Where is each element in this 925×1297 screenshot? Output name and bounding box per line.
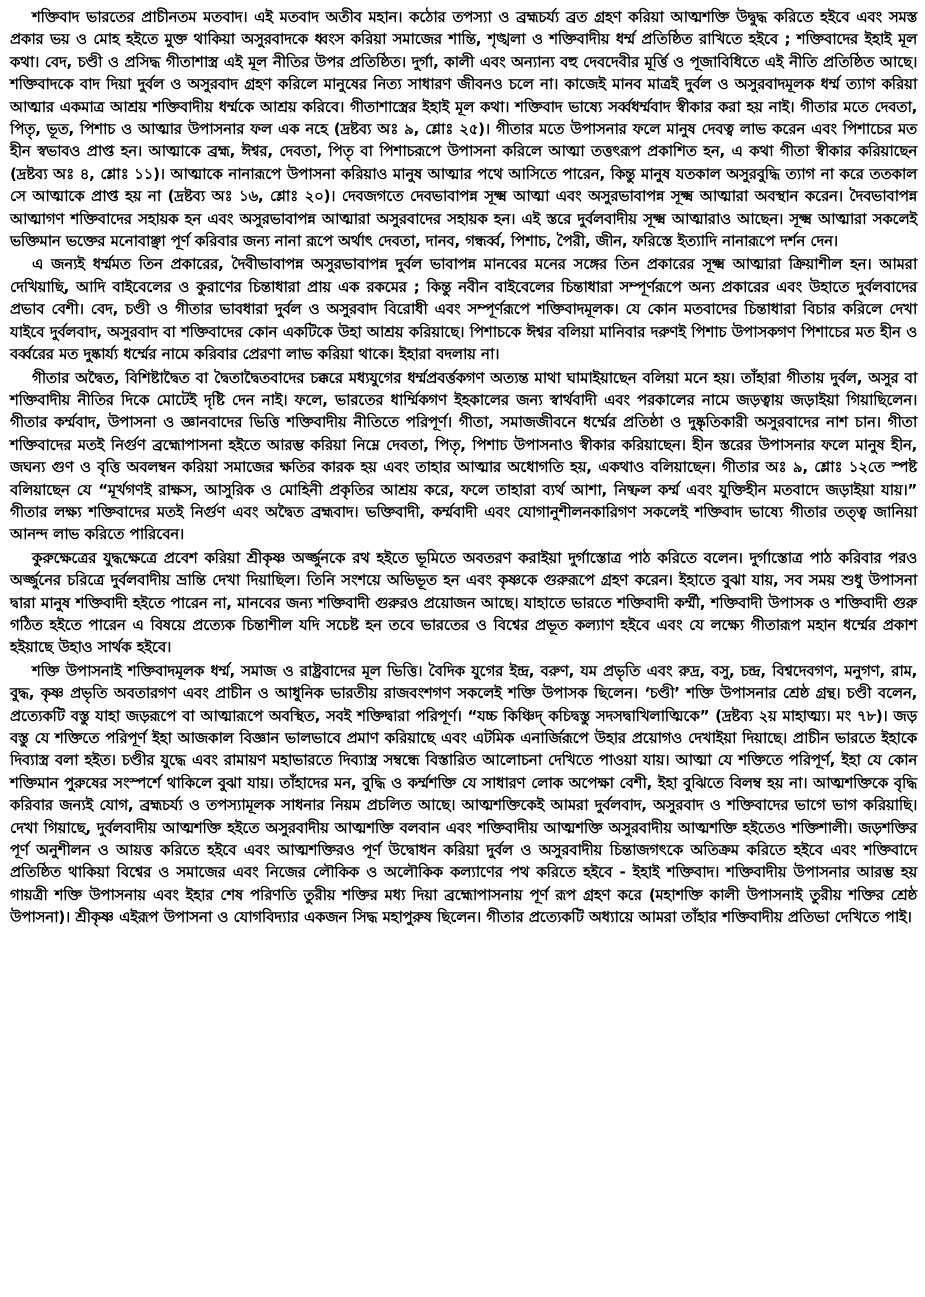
paragraph-1: শক্তিবাদ ভারতের প্রাচীনতম মতবাদ। এই মতবাদ অতীব মহান। কঠোর তপস্যা ও ব্রহ্মচর্য্য ব্রত গ্রহণ করিয়া আত্মশক্তি উদ্বুদ্ধ করিতে হইবে এবং সমস্ত প্রকার ভয় ও মোহ হইতে মুক্ত থাকিয়া অসুরবাদকে ধ্বংস করিয়া সমাজের শান্তি, শৃঙ্খলা ও শক্তিবাদীয় ধর্ম্ম প্রতিষ্ঠিত রাখিতে হইবে ; শক্তিবাদের ইহাই মূল কথা। বেদ, চণ্ডী ও প্রসিদ্ধ গীতাশাস্ত্র এই মূল নীতির উপর প্রতিষ্ঠিত। দুর্গা, কালী এবং অন্যান্য বহু দেবদেবীর মূর্ত্তি ও পূজাবিধিতে এই নীতি প্রতিষ্ঠিত আছে। শক্তিবাদকে বাদ দিয়া দুর্বল ও অসুরবাদ গ্রহণ করিলে মানুষের নিত্য সাধারণ জীবনও চলে না। কাজেই মানব মাত্রই দুর্বল ও অসুরবাদমূলক ধর্ম্ম ত্যাগ করিয়া আত্মার একমাত্র আশ্রয় শক্তিবাদীয় ধর্ম্মকে আশ্রয় করিবে। গীতাশাস্ত্রের ইহাই মূল কথা। শক্তিবাদ ভাষ্যে সর্ব্বধর্ম্মবাদ স্বীকার করা হয় নাই। গীতার মতে দেবতা, পিতৃ, ভূত, পিশাচ ও আত্মার উপাসনার ফল এক নহে (দ্রষ্টব্য অঃ ৯, শ্লোঃ ২৫)। গীতার মতে উপাসনার ফলে মানুষ দেবত্ব লাভ করেন এবং পিশাচের মত হীন স্বভাবও প্রাপ্ত হন। আত্মাকে ব্রহ্ম, ঈশ্বর, দেবতা, পিতৃ বা পিশাচরূপে উপাসনা করিলে আত্মা তত্তৎরূপ প্রকাশিত হন, এ কথা গীতা স্বীকার করিয়াছেন (দ্রষ্টব্য অঃ ৪, শ্লোঃ ১১)। আত্মাকে নানারূপে উপাসনা করিয়াও মানুষ আত্মার পথে আসিতে পারেন, কিন্তু মানুষ যতকাল অসুরবুদ্ধি ত্যাগ না করে ততকাল সে আত্মাকে প্রাপ্ত হয় না (দ্রষ্টব্য অঃ ১৬, শ্লোঃ ২০)। দেবজগতে দেবভাবাপন্ন সূক্ষ্ম আত্মা এবং অসুরভাবাপন্ন সূক্ষ্ম আত্মারা অবস্থান করেন। দৈবভাবাপন্ন আত্মাগণ শক্তিবাদের সহায়ক হন এবং অসুরভাবাপন্ন আত্মারা অসুরবাদের সহায়ক হন। এই স্তরে দুর্বলবাদীয় সূক্ষ্ম আত্মারাও আছেন। সূক্ষ্ম আত্মারা সকলেই ভক্তিমান ভক্তের মনোবাঞ্ছা পূর্ণ করিবার জন্য নানা রূপে অর্থাৎ দেবতা, দানব, গন্ধর্ব্ব, পিশাচ, পৈরী, জীন, ফরিস্তে ইত্যাদি নানারূপে দর্শন দেন।: [10, 8, 917, 251]
paragraph-2: এ জন্যই ধর্ম্মমত তিন প্রকারের, দৈবীভাবাপন্ন অসুরভাবাপন্ন দুর্বল ভাবাপন্ন মানবের মনের সঙ্গের তিন প্রকারের সূক্ষ্ম আত্মারা ক্রিয়াশীল হন। আমরা দেখিয়াছি, আদি বাইবেলের ও কুরাণের চিন্তাধারা প্রায় এক রকমের ; কিন্তু নবীন বাইবেলের চিন্তাধারা সম্পূর্ণরূপে অন্য প্রকারের এবং উহাতে দুর্বলবাদের প্রভাব বেশী। বেদ, চণ্ডী ও গীতার ভাবধারা দুর্বল ও অসুরবাদ বিরোধী এবং সম্পূর্ণরূপে শক্তিবাদমূলক। যে কোন মতবাদের চিন্তাধারা বিচার করিলে দেখা যাইবে দুর্বলবাদ, অসুরবাদ বা শক্তিবাদের কোন একটিকে উহা আশ্রয় করিয়াছে। পিশাচকে ঈশ্বর বলিয়া মানিবার দরুণই পিশাচ উপাসকগণ পিশাচের মত হীন ও বর্ব্বরের মত দুষ্কার্য্য ধর্ম্মের নামে করিবার প্রেরণা লাভ করিয়া থাকে। ইহারা বদলায় না।: [10, 255, 917, 364]
paragraph-5: শক্তি উপাসনাই শক্তিবাদমূলক ধর্ম্ম, সমাজ ও রাষ্ট্রবাদের মূল ভিত্তি। বৈদিক যুগের ইন্দ্র, বরুণ, যম প্রভৃতি এবং রুদ্র, বসু, চন্দ্র, বিশ্বদেবগণ, মনুগণ, রাম, বুদ্ধ, কৃষ্ণ প্রভৃতি অবতারগণ এবং প্রাচীন ও আধুনিক ভারতীয় রাজবংশগণ সকলেই শক্তি উপাসক ছিলেন। ‘চণ্ডী’ শক্তি উপাসনার শ্রেষ্ঠ গ্রন্থ। চণ্ডী বলেন, প্রত্যেকটি বস্তু যাহা জড়রূপে বা আত্মারূপে অবস্থিত, সবই শক্তিদ্বারা পরিপূর্ণ। “যচ্চ কিঞ্চিদ্ কচিদ্বস্তু সদসদ্বাখিলাত্মিকে” (দ্রষ্টব্য ২য় মাহাত্ম্য। মং ৭৮)। জড় বস্তু যে শক্তিতে পরিপূর্ণ ইহা আজকাল বিজ্ঞান ভালভাবে প্রমাণ করিয়াছে এবং এটমিক এনার্জিরূপে উহার প্রয়োগও দেখাইয়া দিয়াছে। প্রাচীন ভারতে ইহাকে দিব্যাস্ত্র বলা হইত। চণ্ডীর যুদ্ধে এবং রামায়ণ মহাভারতে দিব্যাস্ত্র সম্বন্ধে বিস্তারিত আলোচনা দেখিতে পাওয়া যায়। আত্মা যে শক্তিতে পরিপূর্ণ, ইহা যে কোন শক্তিমান পুরুষের সংস্পর্শে থাকিলে বুঝা যায়। তাঁহাদের মন, বুদ্ধি ও কর্ম্মশক্তি যে সাধারণ লোক অপেক্ষা বেশী, ইহা বুঝিতে বিলম্ব হয় না। আত্মশক্তিকে বৃদ্ধি করিবার জন্যই যোগ, ব্রহ্মচর্য্য ও তপস্যামূলক সাধনার নিয়ম প্রচলিত আছে। আত্মশক্তিকেই আমরা দুর্বলবাদ, অসুরবাদ ও শক্তিবাদের ভাগে ভাগ করিয়াছি। দেখা গিয়াছে, দুর্বলবাদীয় আত্মশক্তি হইতে অসুরবাদীয় আত্মশক্তি বলবান এবং শক্তিবাদীয় আত্মশক্তি অসুরবাদীয় আত্মশক্তি হইতেও শক্তিশালী। জড়শক্তির পূর্ণ অনুশীলন ও আয়ত্ত করিতে হইবে এবং আত্মশক্তিরও পূর্ণ উদ্বোধন করিয়া দুর্বল ও অসুরবাদীয় চিন্তাজগৎকে অতিক্রম করিতে হইবে এবং শক্তিবাদে প্রতিষ্ঠিত থাকিয়া বিশ্বের ও সমাজের এবং নিজের লৌকিক ও অলৌকিক কল্যাণের পথ করিতে হইবে - ইহাই শক্তিবাদ। শক্তিবাদীয় উপাসনার আরম্ভ হয় গায়ত্রী শক্তি উপাসনায় এবং ইহার শেষ পরিণতি তুরীয় শক্তির মধ্য দিয়া ব্রহ্মোপাসনায় পূর্ণ রূপ গ্রহণ করে (মহাশক্তি কালী উপাসনাই তুরীয় শক্তির শ্রেষ্ঠ উপাসনা)। শ্রীকৃষ্ণ এইরূপ উপাসনা ও যোগবিদ্যার একজন সিদ্ধ মহাপুরুষ ছিলেন। গীতার প্রত্যেকটি অধ্যায়ে আমরা তাঁহার শক্তিবাদীয় প্রতিভা দেখিতে পাই।: [10, 661, 917, 927]
paragraph-4: কুরুক্ষেত্রের যুদ্ধক্ষেত্রে প্রবেশ করিয়া শ্রীকৃষ্ণ অর্জ্জুনকে রথ হইতে ভূমিতে অবতরণ করাইয়া দুর্গাস্তোত্র পাঠ করিতে বলেন। দুর্গাস্তোত্র পাঠ করিবার পরও অর্জ্জুনের চরিত্রে দুর্বলবাদীয় ভ্রান্তি দেখা দিয়াছিল। তিনি সংশয়ে অভিভূত হন এবং কৃষ্ণকে গুরুরূপে গ্রহণ করেন। ইহাতে বুঝা যায়, সব সময় শুধু উপাসনা দ্বারা মানুষ শক্তিবাদী হইতে পারেন না, মানবের জন্য শক্তিবাদী গুরুরও প্রয়োজন আছে। যাহাতে ভারতে শক্তিবাদী কর্ম্মী, শক্তিবাদী উপাসক ও শক্তিবাদী গুরু গঠিত হইতে পারেন এ বিষয়ে প্রত্যেক চিন্তাশীল যদি সচেষ্ট হন তবে ভারতের ও বিশ্বের প্রভূত কল্যাণ হইবে এবং যে লক্ষ্যে গীতারূপ মহান ধর্ম্মের প্রকাশ হইয়াছে উহাও সার্থক হইবে।: [10, 548, 917, 657]
paragraph-3: গীতার অদ্বৈত, বিশিষ্টাদ্বৈত বা দ্বৈতাদ্বৈতবাদের চক্করে মধ্যযুগের ধর্ম্মপ্রবর্ত্তকগণ অত্যন্ত মাথা ঘামাইয়াছেন বলিয়া মনে হয়। তাঁহারা গীতায় দুর্বল, অসুর বা শক্তিবাদীয় নীতির দিকে মোটেই দৃষ্টি দেন নাই। ফলে, ভারতের ধার্ম্মিকগণ ইহকালের জন্য স্বার্থবাদী এবং পরকালের নামে জড়ত্বায় জড়াইয়া গিয়াছিলেন। গীতার কর্ম্মবাদ, উপাসনা ও জ্ঞানবাদের ভিত্তি শক্তিবাদীয় নীতিতে পরিপূর্ণ। গীতা, সমাজজীবনে ধর্ম্মের প্রতিষ্ঠা ও দুষ্কৃতিকারী অসুরবাদের নাশ চান। গীতা শক্তিবাদের মতই নির্গুণ ব্রহ্মোপাসনা হইতে আরম্ভ করিয়া নিম্নে দেবতা, পিতৃ, পিশাচ উপাসনাও স্বীকার করিয়াছেন। হীন স্তরের উপাসনার ফলে মানুষ হীন, জঘন্য গুণ ও বৃত্তি অবলম্বন করিয়া সমাজের ক্ষতির কারক হয় এবং তাহার আত্মার অধোগতি হয়, একথাও বলিয়াছেন। গীতার অঃ ৯, শ্লোঃ ১২তে স্পষ্ট বলিয়াছেন যে “মূর্খগণই রাক্ষস, আসুরিক ও মোহিনী প্রকৃতির আশ্রয় করে, ফলে তাহারা ব্যর্থ আশা, নিষ্ফল কর্ম্ম এবং যুক্তিহীন মতবাদে জড়াইয়া যায়।” গীতার লক্ষ্য শক্তিবাদের মতই নির্গুণ এবং অদ্বৈত ব্রহ্মবাদ। ভক্তিবাদী, কর্ম্মবাদী এবং যোগানুশীলনকারিগণ সকলেই শক্তিবাদ ভাষ্যে গীতার তত্ত্ব জানিয়া আনন্দ লাভ করিতে পারিবেন।: [10, 368, 917, 544]
